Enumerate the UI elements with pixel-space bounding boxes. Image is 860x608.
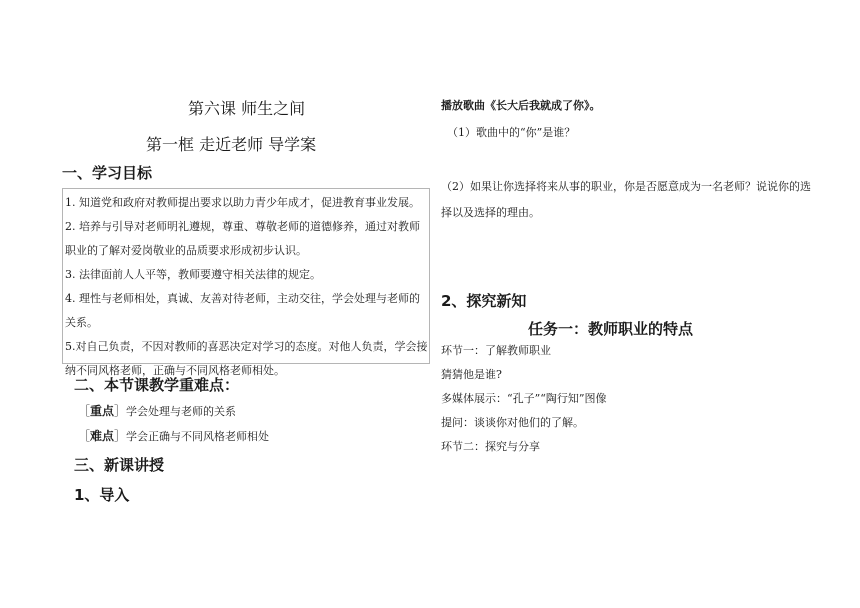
question-2: （2）如果让你选择将来从事的职业，你是否愿意成为一名老师？说说你的选择以及选择的理由。 <box>441 180 811 219</box>
subsection-explore-heading: 2、探究新知 <box>441 292 527 310</box>
section-key-points-heading: 二、本节课教学重难点： <box>74 376 240 394</box>
key-point-tag: ［重点］ <box>78 404 127 418</box>
question-line: 提问：谈谈你对他们的了解。 <box>441 416 584 429</box>
goal-item: 2. 培养与引导对老师明礼遵规，尊重、尊敬老师的道德修养，通过对教师职业的了解对爱岗敬业的品质要求形成初步认识。 <box>65 220 420 257</box>
multimedia-line: 多媒体展示：“孔子”“陶行知”图像 <box>441 392 607 405</box>
learning-goals-box <box>62 188 430 377</box>
difficult-point-text: 学会正确与不同风格老师相处 <box>126 430 270 443</box>
question-1: （1）歌曲中的“你”是谁？ <box>447 126 576 139</box>
guess-line: 猜猜他是谁? <box>441 368 502 381</box>
subsection-intro-heading: 1、导入 <box>74 486 130 504</box>
difficult-point-tag: ［难点］ <box>78 429 127 443</box>
goal-item: 3. 法律面前人人平等，教师要遵守相关法律的规定。 <box>65 268 321 281</box>
goal-item: 1. 知道党和政府对教师提出要求以助力青少年成才，促进教育事业发展。 <box>65 196 420 209</box>
frame-title: 第一框 走近老师 导学案 <box>146 135 317 154</box>
section-new-lesson-heading: 三、新课讲授 <box>74 456 165 474</box>
key-point-text: 学会处理与老师的关系 <box>126 405 237 418</box>
section-learning-goals-heading: 一、学习目标 <box>62 164 153 182</box>
step-1-line: 环节一：了解教师职业 <box>441 344 551 357</box>
step-2-line: 环节二：探究与分享 <box>441 440 540 453</box>
goal-item: 5.对自己负责，不因对教师的喜恶决定对学习的态度。对他人负责，学会接纳不同风格老师，正确与不同风格老师相处。 <box>65 340 428 377</box>
difficult-point <box>78 427 269 444</box>
task-1-title: 任务一：教师职业的特点 <box>528 320 694 338</box>
goal-item: 4. 理性与老师相处，真诚、友善对待老师，主动交往，学会处理与老师的关系。 <box>65 292 420 329</box>
song-prompt: 播放歌曲《长大后我就成了你》。 <box>441 99 601 112</box>
key-point <box>78 402 236 419</box>
lesson-title: 第六课 师生之间 <box>188 99 306 118</box>
